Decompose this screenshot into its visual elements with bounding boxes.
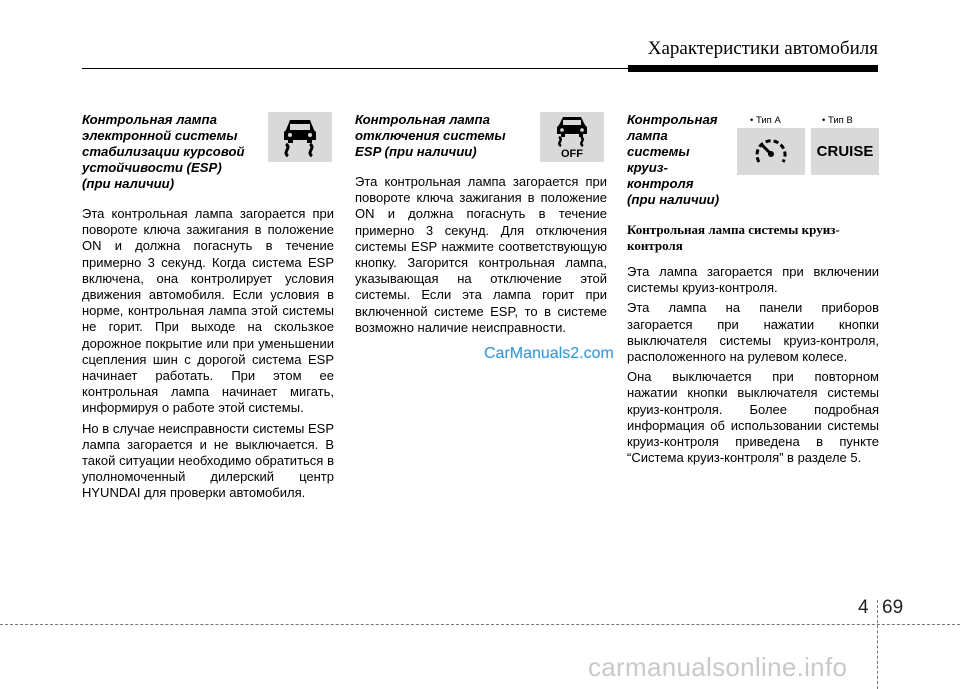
footer-dashed-line	[0, 624, 960, 625]
header-rule	[82, 68, 628, 69]
cruise-paragraph-2: Эта лампа на панели приборов загорается при нажатии кнопки выключателя системы круиз-контроля, расположенного на рулевом колесе.	[627, 300, 879, 365]
esp-warning-icon	[268, 112, 332, 162]
type-b-label: • Тип B	[822, 115, 853, 126]
page-header-title: Характеристики автомобиля	[647, 38, 878, 59]
section-number: 4	[858, 597, 869, 618]
cruise-subheading: Контрольная лампа системы круиз-контроля	[627, 222, 840, 253]
esp-off-icon-text: OFF	[561, 148, 583, 159]
watermark-carmanuals2: CarManuals2.com	[484, 345, 614, 362]
header-bar	[628, 65, 878, 72]
cruise-paragraph-1: Эта лампа загорается при включении системы круиз-контроля.	[627, 264, 879, 296]
esp-paragraph-1: Эта контрольная лампа загорается при повороте ключа зажигания в положение ON и должна погаснуть в течение примерно 3 секунд. Когда система ESP включена, она контролирует условия движения автомобиля. Если условия в норме, контрольная лампа этой системы не горит. При выходе на скользкое дорожное покрытие или при уменьшении сцепления шин с дорогой система ESP начинает работать. При этом ее контрольная лампа начинает мигать, информируя о работе этой системы.	[82, 206, 334, 416]
footer-watermark: carmanualsonline.info	[588, 652, 848, 682]
page-number: 69	[882, 597, 904, 618]
cruise-text: CRUISE	[816, 143, 874, 160]
esp-paragraph-2: Но в случае неисправности системы ESP лампа загорается и не выключается. В такой ситуации необходимо обратиться в уполномоченный дилерский центр HYUNDAI для проверки автомобиля.	[82, 420, 334, 501]
cruise-text-indicator	[811, 128, 879, 175]
esp-off-icon	[540, 112, 604, 162]
esp-off-section-title: Контрольная лампа отключения системы ESP (при наличии)	[355, 112, 506, 159]
esp-section-title: Контрольная лампа электронной системы стабилизации курсовой устойчивости (ESP) (при наличии)	[82, 112, 245, 191]
esp-off-paragraph-1: Эта контрольная лампа загорается при повороте ключа зажигания в положение ON и должна погаснуть в течение примерно 3 секунд. Для отключения системы ESP нажмите соответствующую кнопку. Загорится контрольная лампа, указывающая на отключение этой системы. Если эта лампа горит при включенной системе ESP, то в системе возможно наличие неисправности.	[355, 174, 607, 335]
cruise-speedometer-icon	[737, 128, 805, 175]
type-a-label: • Тип А	[750, 115, 781, 126]
cruise-paragraph-3: Она выключается при повторном нажатии кнопки выключателя системы круиз-контроля. Более подробная информация об использовании системы круиз-контроля приведена в пункте “Система круиз-контроля” в разделе 5.	[627, 369, 879, 466]
footer-dashed-divider	[877, 600, 878, 689]
cruise-section-title: Контрольная лампа системы круиз- контроля (при наличии)	[627, 112, 720, 207]
column-esp	[82, 112, 334, 506]
